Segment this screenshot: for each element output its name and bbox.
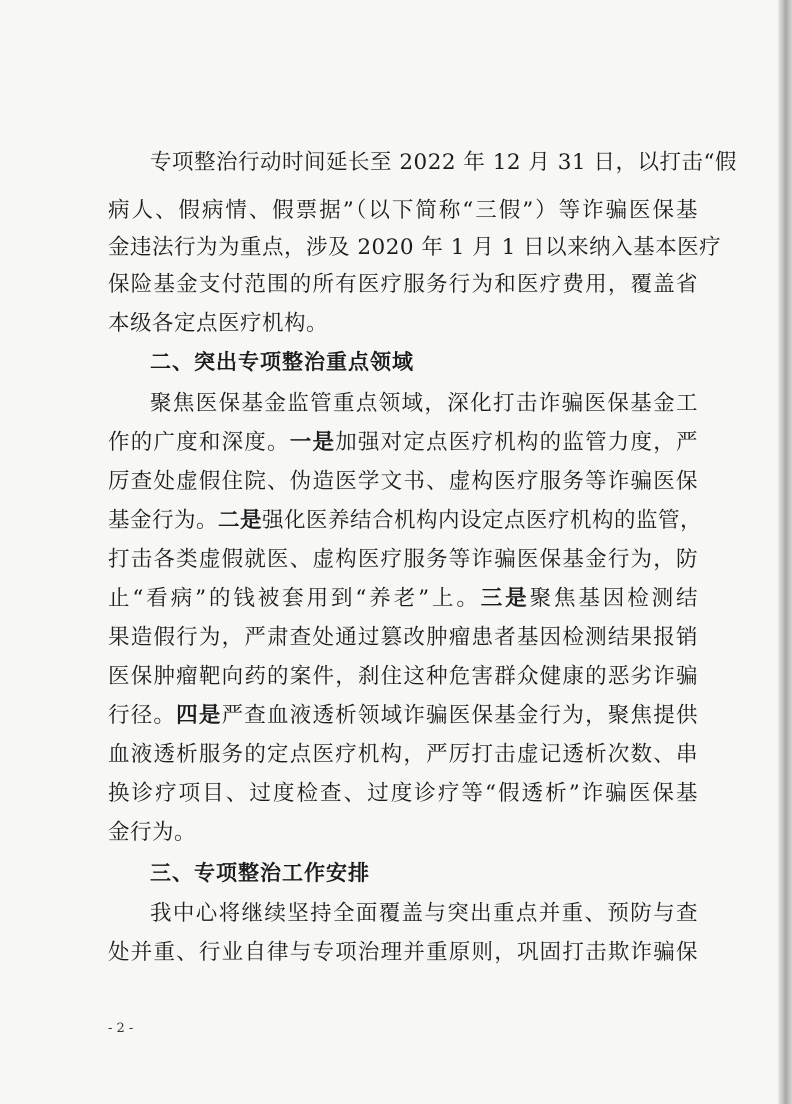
paragraph-line: 保险基金支付范围的所有医疗服务行为和医疗费用，覆盖省 bbox=[108, 272, 698, 297]
paragraph-line: 本级各定点医疗机构。 bbox=[108, 311, 329, 336]
emphasis-label: 三是 bbox=[480, 586, 530, 611]
paragraph-line: 打击各类虚假就医、虚构医疗服务等诈骗医保基金行为，防 bbox=[108, 547, 698, 572]
paragraph-line: 换诊疗项目、过度检查、过度诊疗等“假透析”诈骗医保基 bbox=[108, 781, 698, 806]
paragraph-line: 处并重、行业自律与专项治理并重原则，巩固打击欺诈骗保 bbox=[108, 940, 698, 965]
paragraph-line: 果造假行为，严肃查处通过篡改肿瘤患者基因检测结果报销 bbox=[108, 625, 698, 650]
paragraph-line: 病人、假病情、假票据”（以下简称“三假”）等诈骗医保基 bbox=[108, 198, 698, 223]
line-text: 行径。 bbox=[108, 703, 177, 728]
line-text: 基金行为。 bbox=[108, 508, 219, 533]
paragraph-line: 金行为。 bbox=[108, 820, 197, 845]
section-heading-3: 三、专项整治工作安排 bbox=[150, 861, 370, 885]
paragraph-line: 厉查处虚假住院、伪造医学文书、虚构医疗服务等诈骗医保 bbox=[108, 469, 698, 494]
paragraph-line bbox=[108, 503, 703, 539]
line-text: 聚焦基因检测结 bbox=[529, 586, 698, 611]
paragraph-line: 医保肿瘤靶向药的案件，刹住这种危害群众健康的恶劣诈骗 bbox=[108, 664, 698, 689]
paragraph-line bbox=[108, 425, 698, 461]
line-text: 作的广度和深度。 bbox=[108, 430, 290, 455]
section-heading-2: 二、突出专项整治重点领域 bbox=[150, 350, 414, 374]
line-text: 严查血液透析领域诈骗医保基金行为，聚焦提供 bbox=[221, 703, 698, 728]
paragraph-line bbox=[108, 581, 698, 617]
line-text: 加强对定点医疗机构的监管力度，严 bbox=[335, 430, 698, 455]
line-text: 止“看病”的钱被套用到“养老”上。 bbox=[108, 586, 481, 611]
paragraph-line: 我中心将继续坚持全面覆盖与突出重点并重、预防与查 bbox=[150, 901, 698, 926]
paragraph-line: 金违法行为为重点，涉及 2020 年 1 月 1 日以来纳入基本医疗 bbox=[108, 235, 722, 260]
emphasis-label: 四是 bbox=[176, 703, 222, 728]
paragraph-line: 专项整治行动时间延长至 2022 年 12 月 31 日，以打击“假 bbox=[150, 150, 737, 175]
paragraph-line bbox=[108, 698, 698, 734]
emphasis-label: 一是 bbox=[289, 430, 336, 455]
page-number: - 2 - bbox=[108, 1021, 134, 1036]
paragraph-line: 血液透析服务的定点医疗机构，严厉打击虚记透析次数、串 bbox=[108, 742, 698, 767]
line-text: 强化医养结合机构内设定点医疗机构的监管， bbox=[262, 508, 703, 533]
paragraph-line: 聚焦医保基金监管重点领域，深化打击诈骗医保基金工 bbox=[150, 391, 698, 416]
emphasis-label: 二是 bbox=[218, 508, 263, 533]
